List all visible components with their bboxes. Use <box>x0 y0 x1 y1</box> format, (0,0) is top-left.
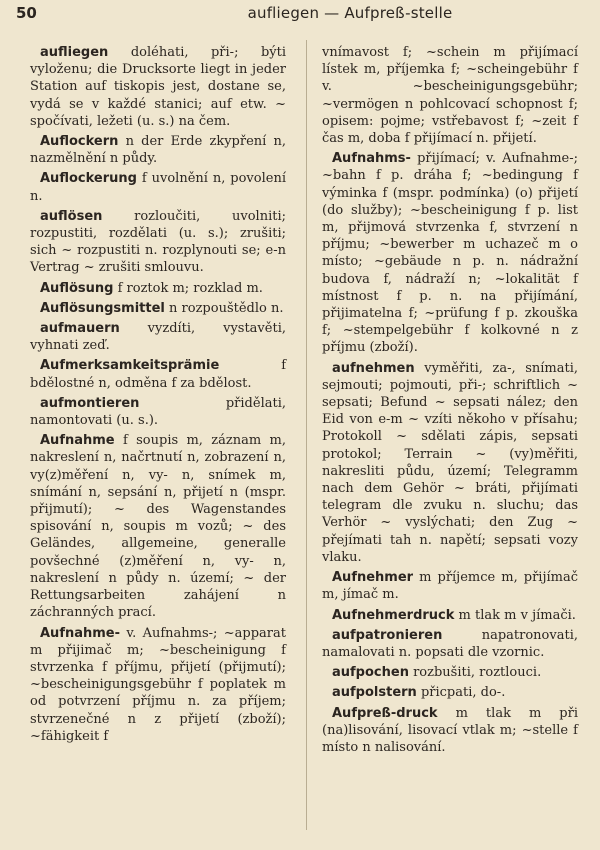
headword: Aufnahme <box>40 433 115 449</box>
dictionary-entry <box>30 432 286 621</box>
dictionary-entry <box>322 150 578 356</box>
entry-text: rozbušiti, roztlouci. <box>413 665 542 681</box>
entry-text: vyměřiti, za-, snímati, sejmouti; pojmouti, při-; schriftlich ~ sepsati; Befund ~ sepsati nález; den Eid von e-m ~ vzíti někoho v přísahu; Protokoll ~ sdělati zápis, sepsati protokol; Terrain ~ (vy)měřiti, nakresliti půdu, území; Telegramm nach dem Gehör ~ bráti, přijímati telegram dle zvuku n. sluchu; das Verhör ~ vyslýchati; den Zug ~ přejímati tah n. napětí; sepsati vozy vlaku. <box>322 360 579 565</box>
entry-text: napatronovati, namalovati n. popsati dle vzornic. <box>322 627 578 660</box>
dictionary-entry-continued <box>322 44 578 147</box>
dictionary-entry <box>322 705 578 757</box>
entry-text: vyzdíti, vystavěti, vyhnati zeď. <box>30 321 286 354</box>
dictionary-entry <box>322 627 578 661</box>
dictionary-entry <box>30 208 286 277</box>
headword: Auflockern <box>40 134 119 150</box>
headword: Auflockerung <box>40 171 137 187</box>
dictionary-entry <box>30 395 286 429</box>
column-divider <box>306 40 307 830</box>
dictionary-entry <box>322 607 578 624</box>
headword: Aufnahms- <box>332 151 411 167</box>
dictionary-entry <box>30 280 286 297</box>
headword: aufpochen <box>332 665 409 681</box>
entry-text: rozloučiti, uvolniti; rozpustiti, rozdělati (u. s.); zrušiti; sich ~ rozpustiti n. rozplynouti se; e-n Vertrag ~ zrušiti smlouvu. <box>30 208 286 276</box>
headword: auflösen <box>40 208 103 224</box>
entry-text: f roztok m; rozklad m. <box>117 280 263 296</box>
entry-text: přijímací; v. Aufnahme-; ~bahn f p. dráha f; ~bedingung f výminka f (mspr. podmínka) (o) přijetí (do služby); ~bescheinigung f p. list m, přijmová stvrzenka f, stvrzení n příjmu; ~bewerber m uchazeč m o místo; ~gebäude n p. n. nádražní budova f, nádraží n; ~lokalität f místnost f p. n. na přijímání, přijimatelna f; ~prüfung f p. zkouška f; ~stempelgebühr f kolkovné n z příjmu (zboží). <box>322 151 578 356</box>
headword: Auflösung <box>40 280 114 296</box>
running-head: aufliegen — Aufpreß-stelle <box>247 4 453 22</box>
headword: Auflösungsmittel <box>40 300 165 316</box>
headword: aufliegen <box>40 45 109 60</box>
headword: aufmauern <box>40 321 120 337</box>
page-header <box>0 4 600 28</box>
headword: Aufnahme- <box>40 625 121 641</box>
headword: aufmontieren <box>40 395 140 411</box>
headword: Aufnehmer <box>332 570 414 586</box>
dictionary-entry <box>322 664 578 681</box>
right-column <box>322 44 578 759</box>
headword: aufpolstern <box>332 685 417 701</box>
headword: Aufnehmerdruck <box>332 607 455 623</box>
dictionary-entry <box>30 357 286 391</box>
entry-text: m příjemce m, přijímač m, jímač m. <box>322 570 578 603</box>
left-column <box>30 44 286 748</box>
entry-text: n der Erde zkypření n, nazmělnění n půdy. <box>30 134 287 167</box>
dictionary-entry <box>30 300 286 317</box>
dictionary-entry <box>30 133 286 167</box>
entry-text: n rozpouštědlo n. <box>169 300 284 316</box>
dictionary-entry <box>322 360 578 566</box>
dictionary-entry <box>30 44 286 130</box>
headword: Aufpreß-druck <box>332 705 438 721</box>
dictionary-entry <box>322 569 578 603</box>
dictionary-entry <box>30 625 286 745</box>
page-number: 50 <box>16 4 37 22</box>
dictionary-entry <box>30 320 286 354</box>
dictionary-entry <box>30 170 286 204</box>
entry-text: přicpati, do-. <box>420 685 506 701</box>
headword: aufnehmen <box>332 360 415 376</box>
entry-text: doléhati, při-; býti vyloženu; die Drucksorte liegt in jeder Station auf tiskopis jest, dostane se, vydá se v každé stanici; auf etw. ~ spočívati, ležeti (u. s.) na čem. <box>30 45 286 129</box>
entry-text: m tlak m v jímači. <box>458 607 576 623</box>
dictionary-entry <box>322 684 578 701</box>
entry-text: přidělati, namontovati (u. s.). <box>30 395 286 429</box>
headword: Aufmerksamkeitsprämie <box>40 358 220 374</box>
entry-text: m tlak m při (na)lisování, lisovací vtlak m; ~stelle f místo n nalisování. <box>322 705 578 755</box>
entry-text: vnímavost f; ~schein m přijímací lístek m, příjemka f; ~scheingebühr f v. ~bescheinigungsgebühr; ~vermögen n pohlcovací schopnost f; opisem: pojme; vstřebavost f; ~zeit f čas m, doba f přijímací n. přijetí. <box>322 45 578 147</box>
entry-text: f soupis m, záznam m, nakreslení n, načrtnutí n, zobrazení n, vy(z)měření n, vy- n, snímek m, snímání n, sepsání n, přijetí n (mspr. přijmutí); ~ des Wagenstandes spisování n, soupis m vozů; ~ des Geländes, allgemeine, generalle povšechné (z)měření n, vy- n, nakreslení n půdy n. území; ~ der Rettungsarbeiten zahájení n záchranných prací. <box>30 433 286 621</box>
headword: aufpatronieren <box>332 627 443 643</box>
entry-text: f uvolnění n, povolení n. <box>30 171 286 204</box>
entry-text: v. Aufnahms-; ~apparat m přijimač m; ~bescheinigung f stvrzenka f příjmu, přijetí (přijmutí); ~bescheinigungsgebühr f poplatek m od potvrzení příjmu n. za příjem; stvrzenečné n z přijetí (zboží); ~fähigkeit f <box>30 625 286 744</box>
entry-text: f bdělostné n, odměna f za bdělost. <box>30 358 286 391</box>
